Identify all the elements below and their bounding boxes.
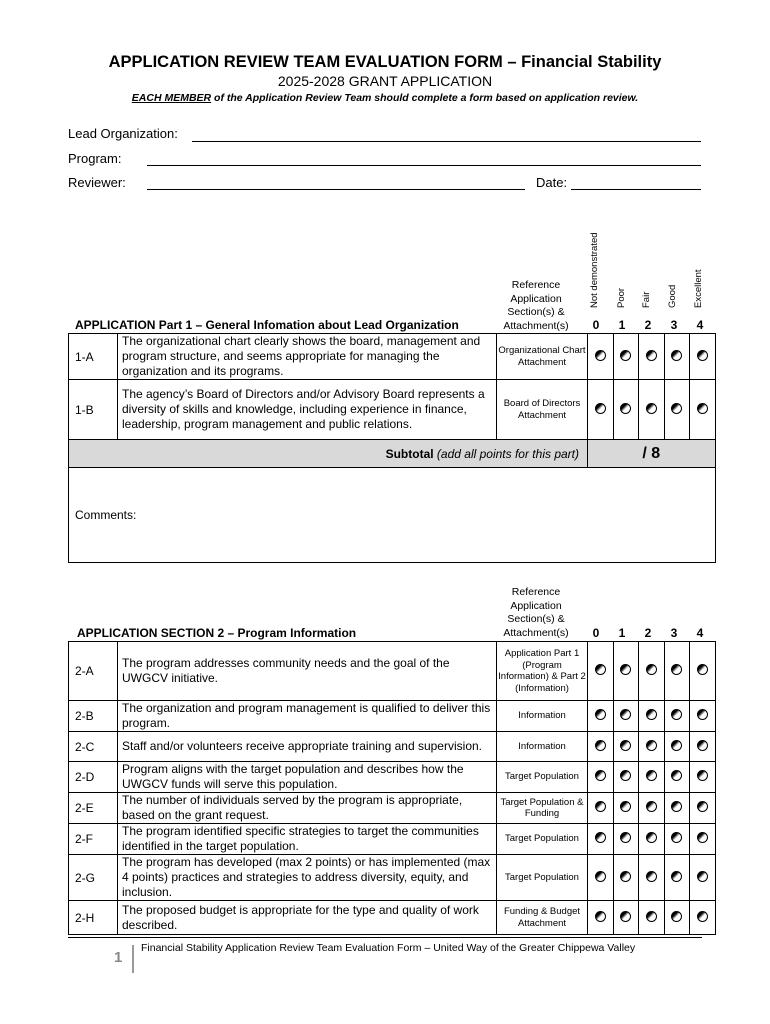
- instruction-text: of the Application Review Team should complete a form based on application review.: [211, 92, 639, 104]
- rating-bubble-1[interactable]: [620, 709, 631, 720]
- table-row: [69, 334, 716, 380]
- row-reference: Organizational Chart Attachment: [497, 334, 588, 380]
- score-header-0: 0: [592, 626, 600, 640]
- row-description: The agency’s Board of Directors and/or Advisory Board represents a diversity of skills and knowledge, including experience in finance, leadership, program management and public relations.: [118, 380, 497, 440]
- row-id: 2-B: [69, 701, 118, 732]
- rating-bubble-1[interactable]: [620, 832, 631, 843]
- rating-bubble-1[interactable]: [620, 350, 631, 361]
- date-label: Date:: [536, 175, 568, 190]
- row-description: The organizational chart clearly shows the board, management and program structure, and seems appropriate for managing the organization and its programs.: [118, 334, 497, 380]
- rating-bubble-2[interactable]: [646, 709, 657, 720]
- rating-bubble-3[interactable]: [671, 740, 682, 751]
- rating-bubble-3[interactable]: [671, 832, 682, 843]
- row-description: The program identified specific strategies to target the communities identified in the target population.: [118, 824, 497, 855]
- rating-bubble-3[interactable]: [671, 871, 682, 882]
- subtotal-label: Subtotal (add all points for this part): [69, 440, 588, 468]
- row-reference: Target Population: [497, 855, 588, 901]
- score-header-3: 3: [670, 318, 678, 332]
- table-row: [69, 701, 716, 732]
- score-header-1: 1: [618, 318, 626, 332]
- rating-label-3: Good: [667, 284, 678, 308]
- row-id: 2-A: [69, 642, 118, 701]
- part1-table: [68, 333, 716, 563]
- rating-bubble-4[interactable]: [697, 350, 708, 361]
- reviewer-field[interactable]: [147, 189, 525, 190]
- rating-bubble-4[interactable]: [697, 801, 708, 812]
- lead-organization-field[interactable]: [192, 141, 701, 142]
- rating-bubble-0[interactable]: [595, 709, 606, 720]
- rating-bubble-3[interactable]: [671, 350, 682, 361]
- form-title: APPLICATION REVIEW TEAM EVALUATION FORM – Financial Stability: [108, 53, 662, 71]
- row-id: 2-G: [69, 855, 118, 901]
- row-id: 2-D: [69, 762, 118, 793]
- rating-bubble-2[interactable]: [646, 664, 657, 675]
- rating-bubble-2[interactable]: [646, 871, 657, 882]
- reviewer-label: Reviewer:: [68, 175, 126, 190]
- section2-table: [68, 641, 716, 935]
- program-label: Program:: [68, 151, 122, 166]
- comments-box[interactable]: [69, 468, 716, 563]
- rating-bubble-3[interactable]: [671, 403, 682, 414]
- rating-bubble-3[interactable]: [671, 770, 682, 781]
- date-field[interactable]: [571, 189, 701, 190]
- rating-bubble-0[interactable]: [595, 740, 606, 751]
- rating-bubble-0[interactable]: [595, 770, 606, 781]
- row-description: The proposed budget is appropriate for the type and quality of work described.: [118, 901, 497, 935]
- row-reference: Funding & Budget Attachment: [497, 901, 588, 935]
- table-row: [69, 824, 716, 855]
- rating-bubble-4[interactable]: [697, 403, 708, 414]
- rating-label-4: Excellent: [693, 269, 704, 308]
- row-reference: Target Population: [497, 824, 588, 855]
- footer-divider: [68, 937, 702, 938]
- form-subtitle: 2025-2028 GRANT APPLICATION: [277, 73, 493, 89]
- form-instruction: [0, 92, 770, 104]
- program-field[interactable]: [147, 165, 701, 166]
- rating-bubble-0[interactable]: [595, 801, 606, 812]
- table-row: [69, 793, 716, 824]
- part1-title: APPLICATION Part 1 – General Infomation about Lead Organization: [75, 318, 459, 332]
- rating-bubble-1[interactable]: [620, 871, 631, 882]
- rating-bubble-4[interactable]: [697, 709, 708, 720]
- table-row: [69, 901, 716, 935]
- score-header-4: 4: [696, 318, 704, 332]
- rating-bubble-4[interactable]: [697, 740, 708, 751]
- row-reference: Application Part 1 (Program Information) & Part 2 (Information): [497, 642, 588, 701]
- row-id: 2-F: [69, 824, 118, 855]
- rating-bubble-4[interactable]: [697, 911, 708, 922]
- rating-bubble-3[interactable]: [671, 911, 682, 922]
- rating-label-0: Not demonstrated: [589, 232, 600, 308]
- score-header-4: 4: [696, 626, 704, 640]
- table-row: [69, 762, 716, 793]
- rating-bubble-1[interactable]: [620, 911, 631, 922]
- lead-organization-label: Lead Organization:: [68, 126, 178, 141]
- rating-bubble-0[interactable]: [595, 350, 606, 361]
- row-reference: Information: [497, 701, 588, 732]
- rating-bubble-4[interactable]: [697, 770, 708, 781]
- score-header-2: 2: [644, 626, 652, 640]
- row-reference: Target Population & Funding: [497, 793, 588, 824]
- rating-bubble-2[interactable]: [646, 911, 657, 922]
- rating-bubble-2[interactable]: [646, 801, 657, 812]
- rating-bubble-4[interactable]: [697, 832, 708, 843]
- rating-bubble-1[interactable]: [620, 740, 631, 751]
- row-id: 2-C: [69, 732, 118, 762]
- score-header-0: 0: [592, 318, 600, 332]
- rating-bubble-3[interactable]: [671, 801, 682, 812]
- score-header-1: 1: [618, 626, 626, 640]
- row-description: Program aligns with the target population and describes how the UWGCV funds will serve this population.: [118, 762, 497, 793]
- row-id: 2-E: [69, 793, 118, 824]
- rating-bubble-2[interactable]: [646, 832, 657, 843]
- rating-bubble-2[interactable]: [646, 740, 657, 751]
- subtotal-note: (add all points for this part): [436, 446, 579, 461]
- rating-bubble-1[interactable]: [620, 403, 631, 414]
- subtotal-value[interactable]: / 8: [588, 440, 716, 468]
- row-reference: Information: [497, 732, 588, 762]
- row-reference: Board of Directors Attachment: [497, 380, 588, 440]
- row-id: 1-B: [69, 380, 118, 440]
- row-id: 2-H: [69, 901, 118, 935]
- rating-bubble-0[interactable]: [595, 664, 606, 675]
- rating-bubble-0[interactable]: [595, 403, 606, 414]
- row-description: The program addresses community needs and the goal of the UWGCV initiative.: [118, 642, 497, 701]
- table-row: [69, 732, 716, 762]
- section2-title: APPLICATION SECTION 2 – Program Information: [77, 626, 357, 640]
- rating-bubble-4[interactable]: [697, 871, 708, 882]
- comments-label: Comments:: [75, 508, 137, 522]
- score-header-2: 2: [644, 318, 652, 332]
- row-description: The number of individuals served by the program is appropriate, based on the grant request.: [118, 793, 497, 824]
- table-row: [69, 855, 716, 901]
- rating-bubble-3[interactable]: [671, 709, 682, 720]
- rating-bubble-1[interactable]: [620, 801, 631, 812]
- footer-text: Financial Stability Application Review Team Evaluation Form – United Way of the Greater Chippewa Valley: [141, 942, 636, 954]
- rating-bubble-2[interactable]: [646, 770, 657, 781]
- rating-bubble-0[interactable]: [595, 871, 606, 882]
- table-row: [69, 380, 716, 440]
- rating-bubble-2[interactable]: [646, 403, 657, 414]
- reference-header: Reference Application Section(s) & Attachment(s): [503, 279, 569, 332]
- reference-header-2: Reference Application Section(s) & Attachment(s): [503, 586, 569, 639]
- instruction-emphasis: EACH MEMBER: [131, 92, 212, 104]
- row-description: The organization and program management is qualified to deliver this program.: [118, 701, 497, 732]
- rating-bubble-1[interactable]: [620, 664, 631, 675]
- rating-bubble-3[interactable]: [671, 664, 682, 675]
- rating-bubble-1[interactable]: [620, 770, 631, 781]
- page-number: 1: [114, 949, 123, 966]
- rating-bubble-2[interactable]: [646, 350, 657, 361]
- row-reference: Target Population: [497, 762, 588, 793]
- table-row: [69, 642, 716, 701]
- row-description: The program has developed (max 2 points) or has implemented (max 4 points) practices and strategies to address diversity, equity, and inclusion.: [118, 855, 497, 901]
- rating-label-2: Fair: [641, 291, 652, 308]
- comments-row: [69, 468, 716, 563]
- row-id: 1-A: [69, 334, 118, 380]
- score-header-3: 3: [670, 626, 678, 640]
- rating-label-1: Poor: [616, 287, 627, 308]
- subtotal-row: [69, 440, 716, 468]
- rating-bubble-0[interactable]: [595, 911, 606, 922]
- rating-bubble-0[interactable]: [595, 832, 606, 843]
- rating-bubble-4[interactable]: [697, 664, 708, 675]
- row-description: Staff and/or volunteers receive appropriate training and supervision.: [118, 732, 497, 762]
